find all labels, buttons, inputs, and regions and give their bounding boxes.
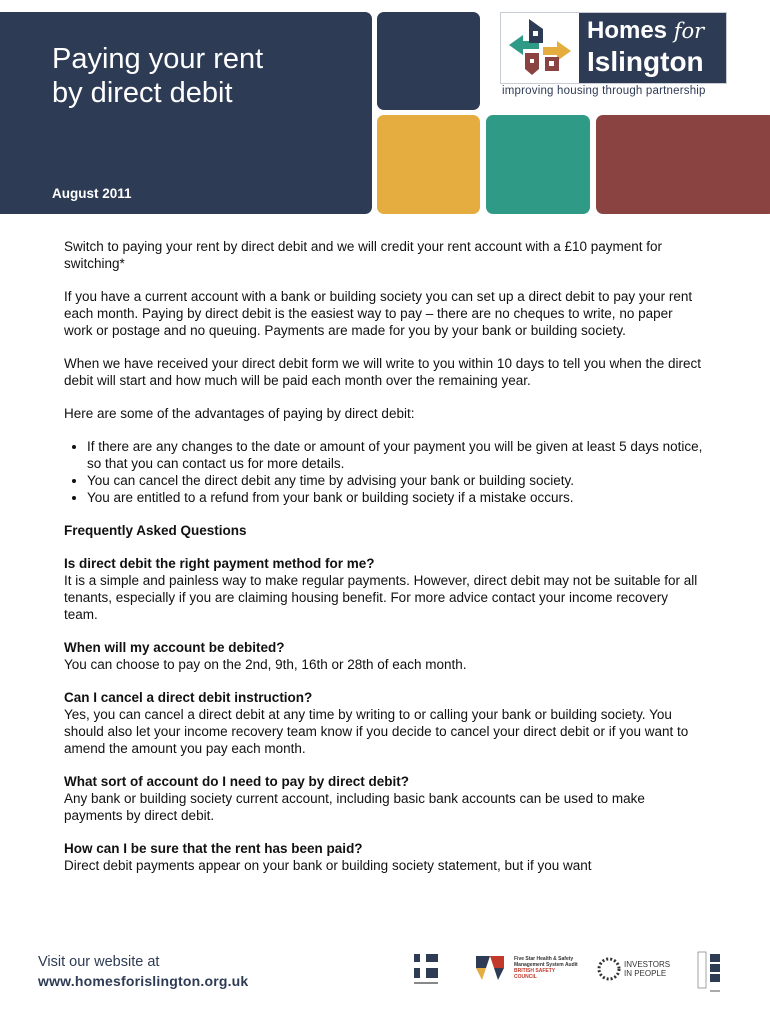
title-panel (0, 12, 372, 214)
list-item: • You are entitled to a refund from your bank or building society if a mistake occurs. (87, 489, 704, 506)
faq-item (64, 689, 704, 757)
faq-answer: Yes, you can cancel a direct debit at any time by writing to or calling your bank or building society. You should also let your income recovery team know if you decide to cancel your direct debit or if you want to amend the amount you pay each month. (64, 707, 689, 756)
logo-tagline: improving housing through partnership (502, 85, 706, 97)
faq-answer: Direct debit payments appear on your bank or building society statement, but if you want (64, 858, 592, 873)
advantages-list (64, 438, 704, 506)
logo-wordmark (579, 13, 726, 83)
footer-accreditation-logos (0, 948, 770, 998)
document-body (64, 238, 704, 890)
page-title: Paying your rent by direct debit (52, 43, 264, 109)
faq-heading: Frequently Asked Questions (64, 523, 247, 538)
intro-paragraph: Switch to paying your rent by direct debit and we will credit your rent account with a £10 payment for switching* (64, 239, 663, 271)
british-safety-council-icon (472, 952, 508, 982)
logo-word-islington: Islington (587, 46, 704, 77)
navy-tile (377, 12, 480, 110)
faq-answer: Any bank or building society current account, including basic bank accounts can be used to make payments by direct debit. (64, 791, 645, 823)
advantages-intro: Here are some of the advantages of paying by direct debit: (64, 406, 415, 421)
list-item: • If there are any changes to the date or amount of your payment you will be given at least 5 days notice, so that you can contact us for more details. (87, 438, 704, 472)
list-item: • You can cancel the direct debit any time by advising your bank or building society. (87, 472, 704, 489)
logo-word-homes: Homes (587, 17, 668, 44)
publication-date: August 2011 (52, 186, 132, 201)
customer-excellence-icon (696, 950, 726, 996)
paragraph-current-account: If you have a current account with a bank or building society you can set up a direct debit to pay your rent each month. Paying by direct debit is the easiest way to pay – there are no cheques to write, no paper work or postage and no queuing. Payments are made for you by your bank or building society. (64, 289, 693, 338)
logo-word-for: for (673, 19, 705, 43)
faq-item (64, 639, 704, 673)
faq-item (64, 773, 704, 824)
faq-answer: You can choose to pay on the 2nd, 9th, 16th or 28th of each month. (64, 657, 467, 672)
accreditation-logo-icon (410, 950, 442, 988)
red-tile (596, 115, 770, 214)
faq-question: How can I be sure that the rent has been paid? (64, 841, 363, 856)
faq-question: When will my account be debited? (64, 640, 285, 655)
logo-box (500, 12, 727, 84)
paragraph-form-received: When we have received your direct debit form we will write to you within 10 days to tell you when the direct debit will start and how much will be paid each month over the remaining year. (64, 356, 702, 388)
houses-arrows-icon (505, 17, 575, 79)
investors-in-people-text: INVESTORS IN PEOPLE (624, 960, 671, 978)
faq-question: Is direct debit the right payment method for me? (64, 556, 375, 571)
faq-item (64, 555, 704, 623)
teal-tile (486, 115, 590, 214)
safety-audit-text: Five Star Health & Safety Management System Audit BRITISH SAFETY COUNCIL (514, 956, 578, 980)
faq-question: Can I cancel a direct debit instruction? (64, 690, 313, 705)
yellow-tile (377, 115, 480, 214)
faq-question: What sort of account do I need to pay by direct debit? (64, 774, 410, 789)
faq-item (64, 840, 704, 874)
website-link[interactable]: www.homesforislington.org.uk (38, 973, 249, 989)
visit-label: Visit our website at (38, 954, 160, 970)
homes-for-islington-logo (500, 12, 726, 104)
faq-answer: It is a simple and painless way to make regular payments. However, direct debit may not be suitable for all tenants, especially if you are claiming housing benefit. For more advice contact your income recovery team. (64, 573, 698, 622)
investors-in-people-icon (596, 956, 622, 982)
